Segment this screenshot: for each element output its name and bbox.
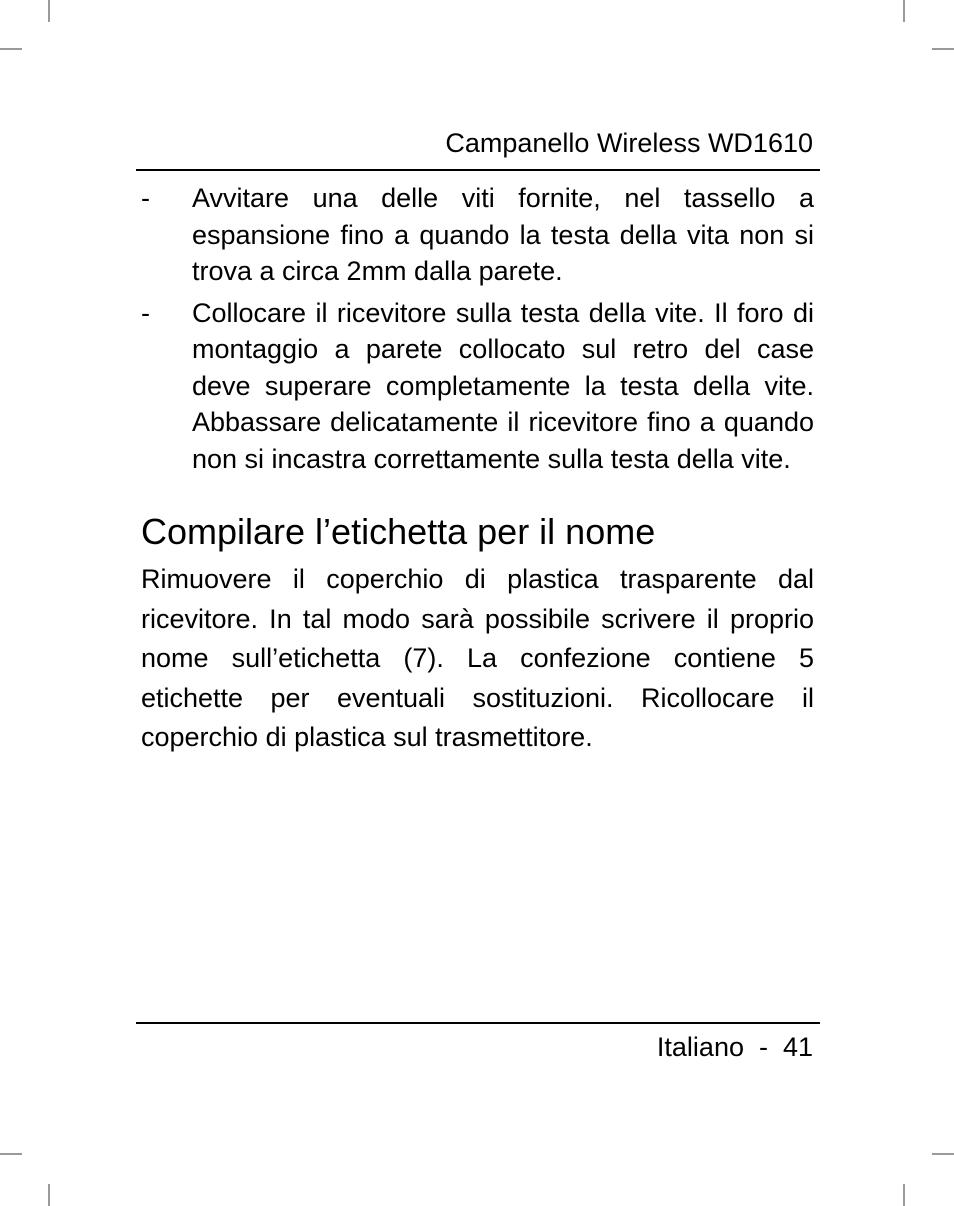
bullet-text: Collocare il ricevitore sulla testa della vite. Il foro di montaggio a parete collocato sul retro del case deve superare completamente la testa della vite. Abbassare delicatamente il ricevitore fino a quando non si incastra correttamente sulla testa della vite. xyxy=(192,297,814,474)
bullet-item-screw xyxy=(141,180,814,290)
page-footer: Italiano - 41 xyxy=(656,1032,813,1062)
running-header-title: Campanello Wireless WD1610 xyxy=(445,128,813,158)
bullet-marker: - xyxy=(141,297,150,328)
bullet-marker: - xyxy=(141,183,150,213)
crop-mark-bottom-left-vertical xyxy=(48,1184,50,1206)
bullet-item-receiver xyxy=(141,295,814,478)
header-rule xyxy=(136,169,820,171)
crop-mark-bottom-left-horizontal xyxy=(0,1153,22,1155)
crop-mark-top-left-horizontal xyxy=(0,48,22,50)
bullet-text: Avvitare una delle viti fornite, nel tassello a espansione fino a quando la testa della vita non si trova a circa 2mm dalla parete. xyxy=(192,183,814,286)
crop-mark-bottom-right-horizontal xyxy=(932,1153,954,1155)
footer-rule xyxy=(136,1022,820,1024)
crop-mark-bottom-right-vertical xyxy=(903,1184,905,1206)
section-paragraph: Rimuovere il coperchio di plastica trasparente dal ricevitore. In tal modo sarà possibile scrivere il proprio nome sull’etichetta (7). La confezione contiene 5 etichette per eventuali sostituzioni. Ricollocare il coperchio di plastica sul trasmettitore. xyxy=(141,564,814,752)
section-heading: Compilare l’etichetta per il nome xyxy=(141,511,656,552)
crop-mark-top-left-vertical xyxy=(48,0,50,22)
crop-mark-top-right-vertical xyxy=(903,0,905,22)
crop-mark-top-right-horizontal xyxy=(932,48,954,50)
page-content xyxy=(141,180,814,758)
